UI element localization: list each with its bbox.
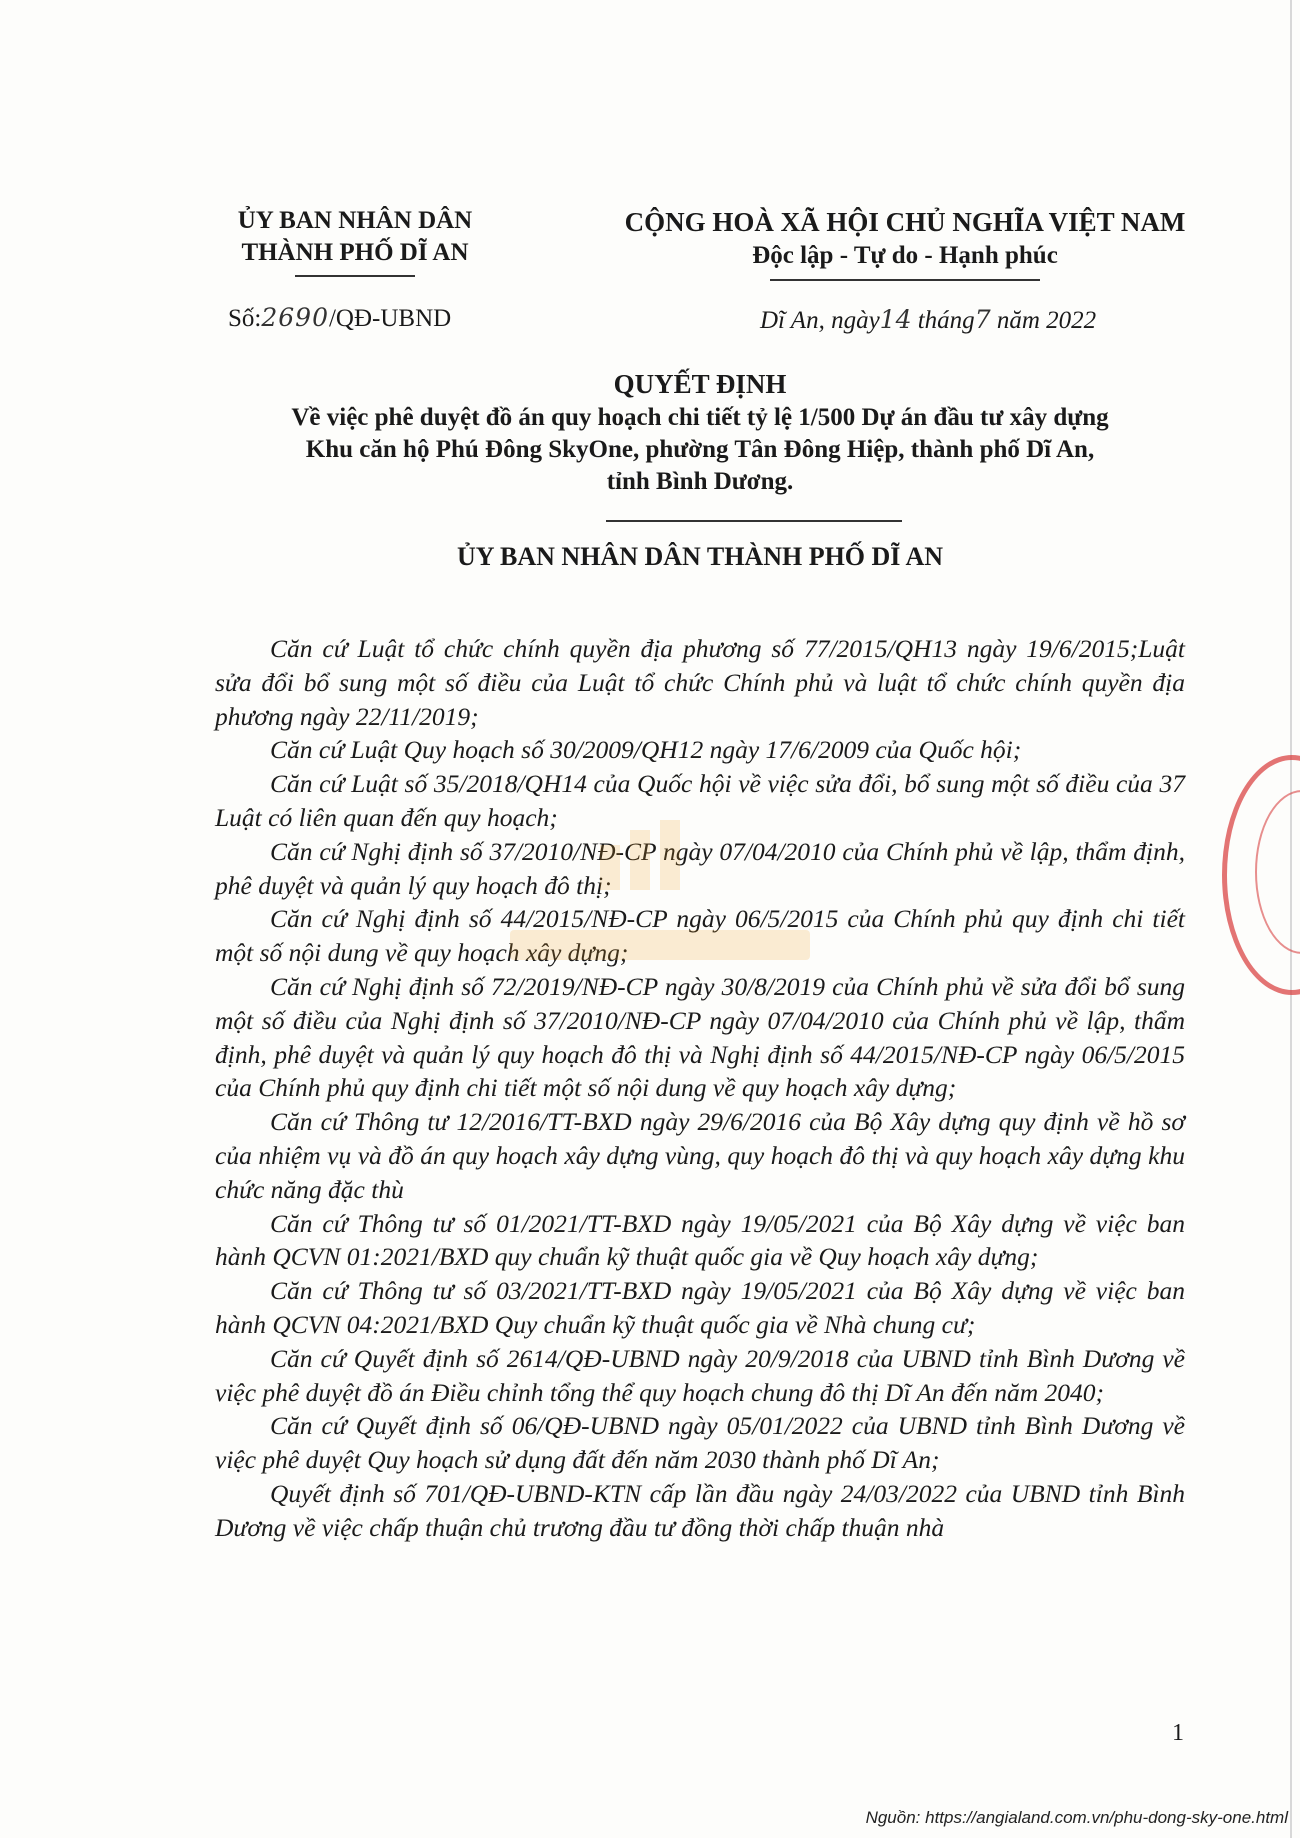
paragraph: Căn cứ Nghị định số 44/2015/NĐ-CP ngày 06/5/2015 của Chính phủ quy định chi tiết một số nội dung về quy hoạch xây dựng; (215, 904, 1185, 968)
watermark-logo-icon (490, 820, 830, 1000)
issuing-authority-header (210, 205, 500, 277)
header-left-rule (295, 275, 415, 277)
document-title: QUYẾT ĐỊNH (613, 369, 787, 399)
national-header (590, 205, 1220, 281)
authority-line-1: ỦY BAN NHÂN DÂN (237, 207, 473, 234)
paragraph: Căn cứ Luật Quy hoạch số 30/2009/QH12 ngày 17/6/2009 của Quốc hội; (270, 735, 1022, 765)
national-motto: Độc lập - Tự do - Hạnh phúc (752, 242, 1058, 269)
paragraph: Căn cứ Luật tổ chức chính quyền địa phương số 77/2015/QH13 ngày 19/6/2015;Luật sửa đổi bổ sung một số điều của Luật tổ chức Chính phủ và luật tổ chức chính quyền địa phương ngày 22/11/2019; (215, 634, 1185, 731)
header-right-rule (770, 279, 1040, 281)
paragraph: Căn cứ Nghị định số 37/2010/NĐ-CP ngày 07/04/2010 của Chính phủ về lập, thẩm định, phê duyệt và quản lý quy hoạch đô thị; (215, 836, 1185, 900)
paragraph: Căn cứ Thông tư số 01/2021/TT-BXD ngày 19/05/2021 của Bộ Xây dựng về việc ban hành QCVN 01:2021/BXD quy chuẩn kỹ thuật quốc gia về Quy hoạch xây dựng; (215, 1208, 1185, 1272)
document-subject (200, 402, 1200, 498)
date-day: 14 (879, 305, 912, 334)
subject-line-2: Khu căn hộ Phú Đông SkyOne, phường Tân Đông Hiệp, thành phố Dĩ An, (305, 436, 1095, 463)
paragraph: Căn cứ Thông tư 12/2016/TT-BXD ngày 29/6/2016 của Bộ Xây dựng quy định về hồ sơ của nhiệm vụ và đồ án quy hoạch xây dựng vùng, quy hoạch đô thị và quy hoạch xây dựng khu chức năng đặc thù (215, 1107, 1185, 1204)
paragraph: Căn cứ Quyết định số 06/QĐ-UBND ngày 05/01/2022 của UBND tỉnh Bình Dương về việc phê duyệt Quy hoạch sử dụng đất đến năm 2030 thành phố Dĩ An; (215, 1411, 1185, 1475)
subject-line-1: Về việc phê duyệt đồ án quy hoạch chi tiết tỷ lệ 1/500 Dự án đầu tư xây dựng (291, 404, 1109, 431)
paragraph: Căn cứ Quyết định số 2614/QĐ-UBND ngày 20/9/2018 của UBND tỉnh Bình Dương về việc phê duyệt đồ án Điều chỉnh tổng thể quy hoạch chung đô thị Dĩ An đến năm 2040; (215, 1343, 1185, 1407)
subject-rule (606, 520, 902, 522)
docno-prefix: Số: (228, 305, 262, 332)
subject-line-3: tỉnh Bình Dương. (606, 468, 794, 495)
date-place: Dĩ An, ngày (760, 307, 880, 334)
document-date (760, 305, 1096, 335)
date-year: năm 2022 (996, 307, 1097, 334)
paragraph: Quyết định số 701/QĐ-UBND-KTN cấp lần đầu ngày 24/03/2022 của UBND tỉnh Bình Dương về việc chấp thuận chủ trương đầu tư đồng thời chấp thuận nhà (215, 1478, 1185, 1542)
page-number: 1 (1172, 1720, 1184, 1746)
docno-handwritten: 2690 (261, 303, 329, 332)
docno-suffix: /QĐ-UBND (328, 305, 452, 332)
paragraph: Căn cứ Luật số 35/2018/QH14 của Quốc hội về việc sửa đổi, bổ sung một số điều của 37 Luật có liên quan đến quy hoạch; (215, 769, 1185, 832)
national-title: CỘNG HOÀ XÃ HỘI CHỦ NGHĨA VIỆT NAM (624, 207, 1186, 237)
source-link[interactable]: Nguồn: https://angialand.com.vn/phu-dong-sky-one.html (865, 1808, 1288, 1827)
document-body (215, 632, 1185, 1545)
document-number (228, 303, 451, 333)
paragraph: Căn cứ Nghị định số 72/2019/NĐ-CP ngày 30/8/2019 của Chính phủ về sửa đổi bổ sung một số điều của Nghị định số 37/2010/NĐ-CP ngày 07/04/2010 của Chính phủ về lập, thẩm định, phê duyệt và quản lý quy hoạch đô thị và Nghị định số 44/2015/NĐ-CP ngày 06/5/2015 của Chính phủ quy định chi tiết một số nội dung về quy hoạch xây dựng; (215, 971, 1185, 1103)
date-month: 7 (974, 305, 991, 334)
paragraph: Căn cứ Thông tư số 03/2021/TT-BXD ngày 19/05/2021 của Bộ Xây dựng về việc ban hành QCVN 04:2021/BXD Quy chuẩn kỹ thuật quốc gia về Nhà chung cư; (215, 1276, 1185, 1339)
authority-heading: ỦY BAN NHÂN DÂN THÀNH PHỐ DĨ AN (456, 542, 944, 571)
authority-line-2: THÀNH PHỐ DĨ AN (241, 239, 469, 266)
date-month-label: tháng (917, 307, 975, 334)
